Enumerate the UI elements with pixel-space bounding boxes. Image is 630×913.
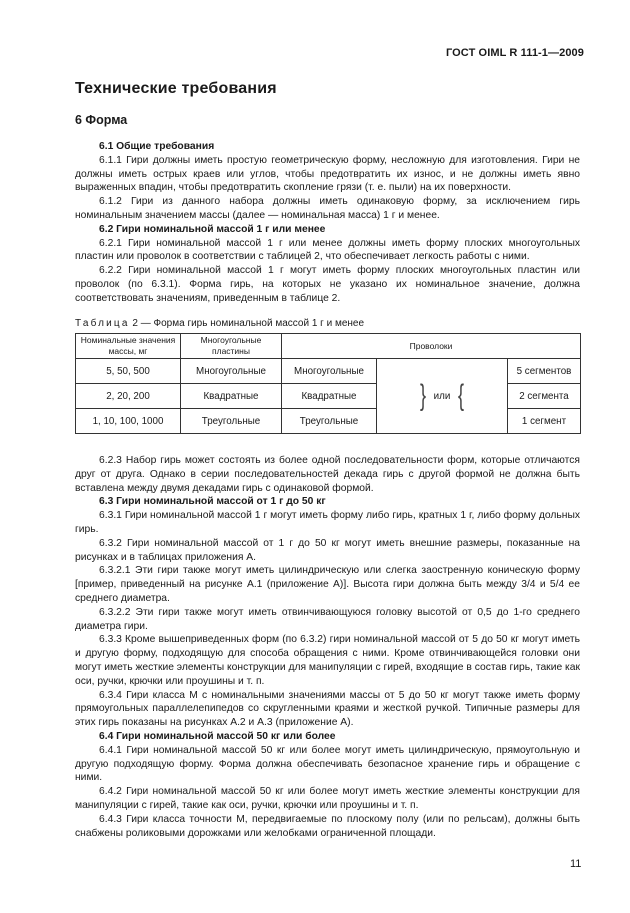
paragraph-6-1-2: 6.1.2 Гири из данного набора должны иметь одинаковую форму, за исключением гирь номинальным значением массы (далее — номинальная масса) 1 г и менее. — [75, 196, 580, 221]
section-title: Технические требования — [75, 80, 277, 97]
cell-plate: Треугольные — [181, 409, 282, 434]
connector-text: или — [433, 390, 451, 402]
text-block-bottom — [75, 454, 580, 840]
paragraph-6-2-3: 6.2.3 Набор гирь может состоять из более одной последовательности форм, которые отличаются друг от друга. Однако в серии последовательностей декада гирь с другой формой не должна быть вставлена между двумя декадами гирь с одинаковой формой. — [75, 455, 580, 494]
document-header: ГОСТ OIML R 111-1—2009 — [445, 47, 584, 59]
paragraph-6-3-2: 6.3.2 Гири номинальной массой от 1 г до 50 кг могут иметь внешние размеры, показанные на рисунках и в таблицах приложения А. — [75, 537, 580, 563]
cell-mass: 2, 20, 200 — [76, 384, 181, 409]
page-number: 11 — [570, 858, 582, 870]
cell-mass: 5, 50, 500 — [76, 359, 181, 384]
table-row — [76, 359, 581, 384]
paragraph-6-3-4: 6.3.4 Гири класса М с номинальными значениями массы от 5 до 50 кг могут также иметь форму прямоугольных параллелепипедов со скругленными краями и жесткой ручкой. Типичные размеры для этих гирь показаны на рисунках А.2 и А.3 (приложение А). — [75, 689, 580, 729]
header-nominal-mass: Номинальные значения массы, мг — [76, 334, 181, 359]
cell-wire: Многоугольные — [282, 359, 377, 384]
heading-6-2: 6.2 Гири номинальной массой 1 г или менее — [99, 223, 326, 235]
heading-6-1: 6.1 Общие требования — [99, 141, 215, 152]
header-plates: Многоугольные пластины — [181, 334, 282, 359]
cell-wire: Треугольные — [282, 409, 377, 434]
cell-connector — [377, 359, 508, 434]
left-brace-icon: { — [458, 379, 465, 412]
table-caption-text: 2 — Форма гирь номинальной массой 1 г и менее — [129, 318, 365, 329]
cell-mass: 1, 10, 100, 1000 — [76, 409, 181, 434]
paragraph-6-4-2: 6.4.2 Гири номинальной массой 50 кг или более могут иметь жесткие элементы конструкции для манипуляции с гирей, такие как оси, ручки, крючки или проушины и т. п. — [75, 786, 580, 811]
cell-segments: 2 сегмента — [508, 384, 581, 409]
cell-plate: Многоугольные — [181, 359, 282, 384]
paragraph-6-2-1: 6.2.1 Гири номинальной массой 1 г или менее должны иметь форму плоских многоугольных пластин или проволок в соответствии с таблицей 2, что обеспечивает легкость работы с ними. — [75, 237, 580, 263]
cell-wire: Квадратные — [282, 384, 377, 409]
cell-segments: 1 сегмент — [508, 409, 581, 434]
text-block-top — [75, 140, 580, 306]
paragraph-6-4-1: 6.4.1 Гири номинальной массой 50 кг или более могут иметь цилиндрическую, прямоугольную и другую подходящую форму. Форма должна обеспечивать безопасное хранение гирь и обращение с ними. — [75, 744, 580, 784]
paragraph-6-4-3: 6.4.3 Гири класса точности М, передвигаемые по плоскому полу (или по рельсам), должны быть снабжены роликовыми дорожками или желобками ограниченной площади. — [75, 813, 580, 839]
cell-segments: 5 сегментов — [508, 359, 581, 384]
paragraph-6-3-3: 6.3.3 Кроме вышеприведенных форм (по 6.3.2) гири номинальной массой от 5 до 50 кг могут иметь и другую форму, подходящую для способа обращения с ними. Кроме отвинчивающейся головки они могут иметь жесткие элементы конструкции для манипуляции с гирей, входящие в состав гирь, такие как оси, ручки, крючки или проушины и т. п. — [75, 634, 580, 687]
right-brace-icon: } — [419, 379, 426, 412]
heading-6-3: 6.3 Гири номинальной массой от 1 г до 50 кг — [99, 496, 326, 508]
table-header-row — [76, 334, 581, 359]
table-caption — [75, 318, 364, 329]
subsection-title: 6 Форма — [75, 113, 128, 127]
paragraph-6-3-2-1: 6.3.2.1 Эти гири также могут иметь цилиндрическую или слегка заостренную коническую форму [пример, приведенный на рисунке А.1 (приложение А)]. Высота гири должна быть между 3/4 и 5/4 ее среднего диаметра. — [75, 565, 580, 604]
paragraph-6-2-2: 6.2.2 Гири номинальной массой 1 г могут иметь форму плоских многоугольных пластин или проволок (по 6.3.1). Форма гирь, на которых не указано их номинальное значение, должна соответствовать значениям, приведенным в таблице 2. — [75, 265, 580, 304]
paragraph-6-3-1: 6.3.1 Гири номинальной массой 1 г могут иметь форму либо гирь, кратных 1 г, либо форму дольных гирь. — [75, 510, 580, 535]
cell-plate: Квадратные — [181, 384, 282, 409]
table-caption-label: Таблица — [75, 318, 130, 329]
paragraph-6-1-1: 6.1.1 Гири должны иметь простую геометрическую форму, несложную для изготовления. Гири не должны иметь острых краев или углов, чтобы предотвратить их износ, и не должны иметь явно выраженных впадин, чтобы предотвратить скопление грязи (т. е. пыли) на их поверхности. — [75, 154, 580, 194]
weights-shape-table — [75, 333, 581, 434]
heading-6-4: 6.4 Гири номинальной массой 50 кг или более — [99, 730, 336, 742]
header-wires: Проволоки — [282, 334, 581, 359]
paragraph-6-3-2-2: 6.3.2.2 Эти гири также могут иметь отвинчивающуюся головку высотой от 0,5 до 1-го среднего диаметра гири. — [75, 606, 580, 632]
